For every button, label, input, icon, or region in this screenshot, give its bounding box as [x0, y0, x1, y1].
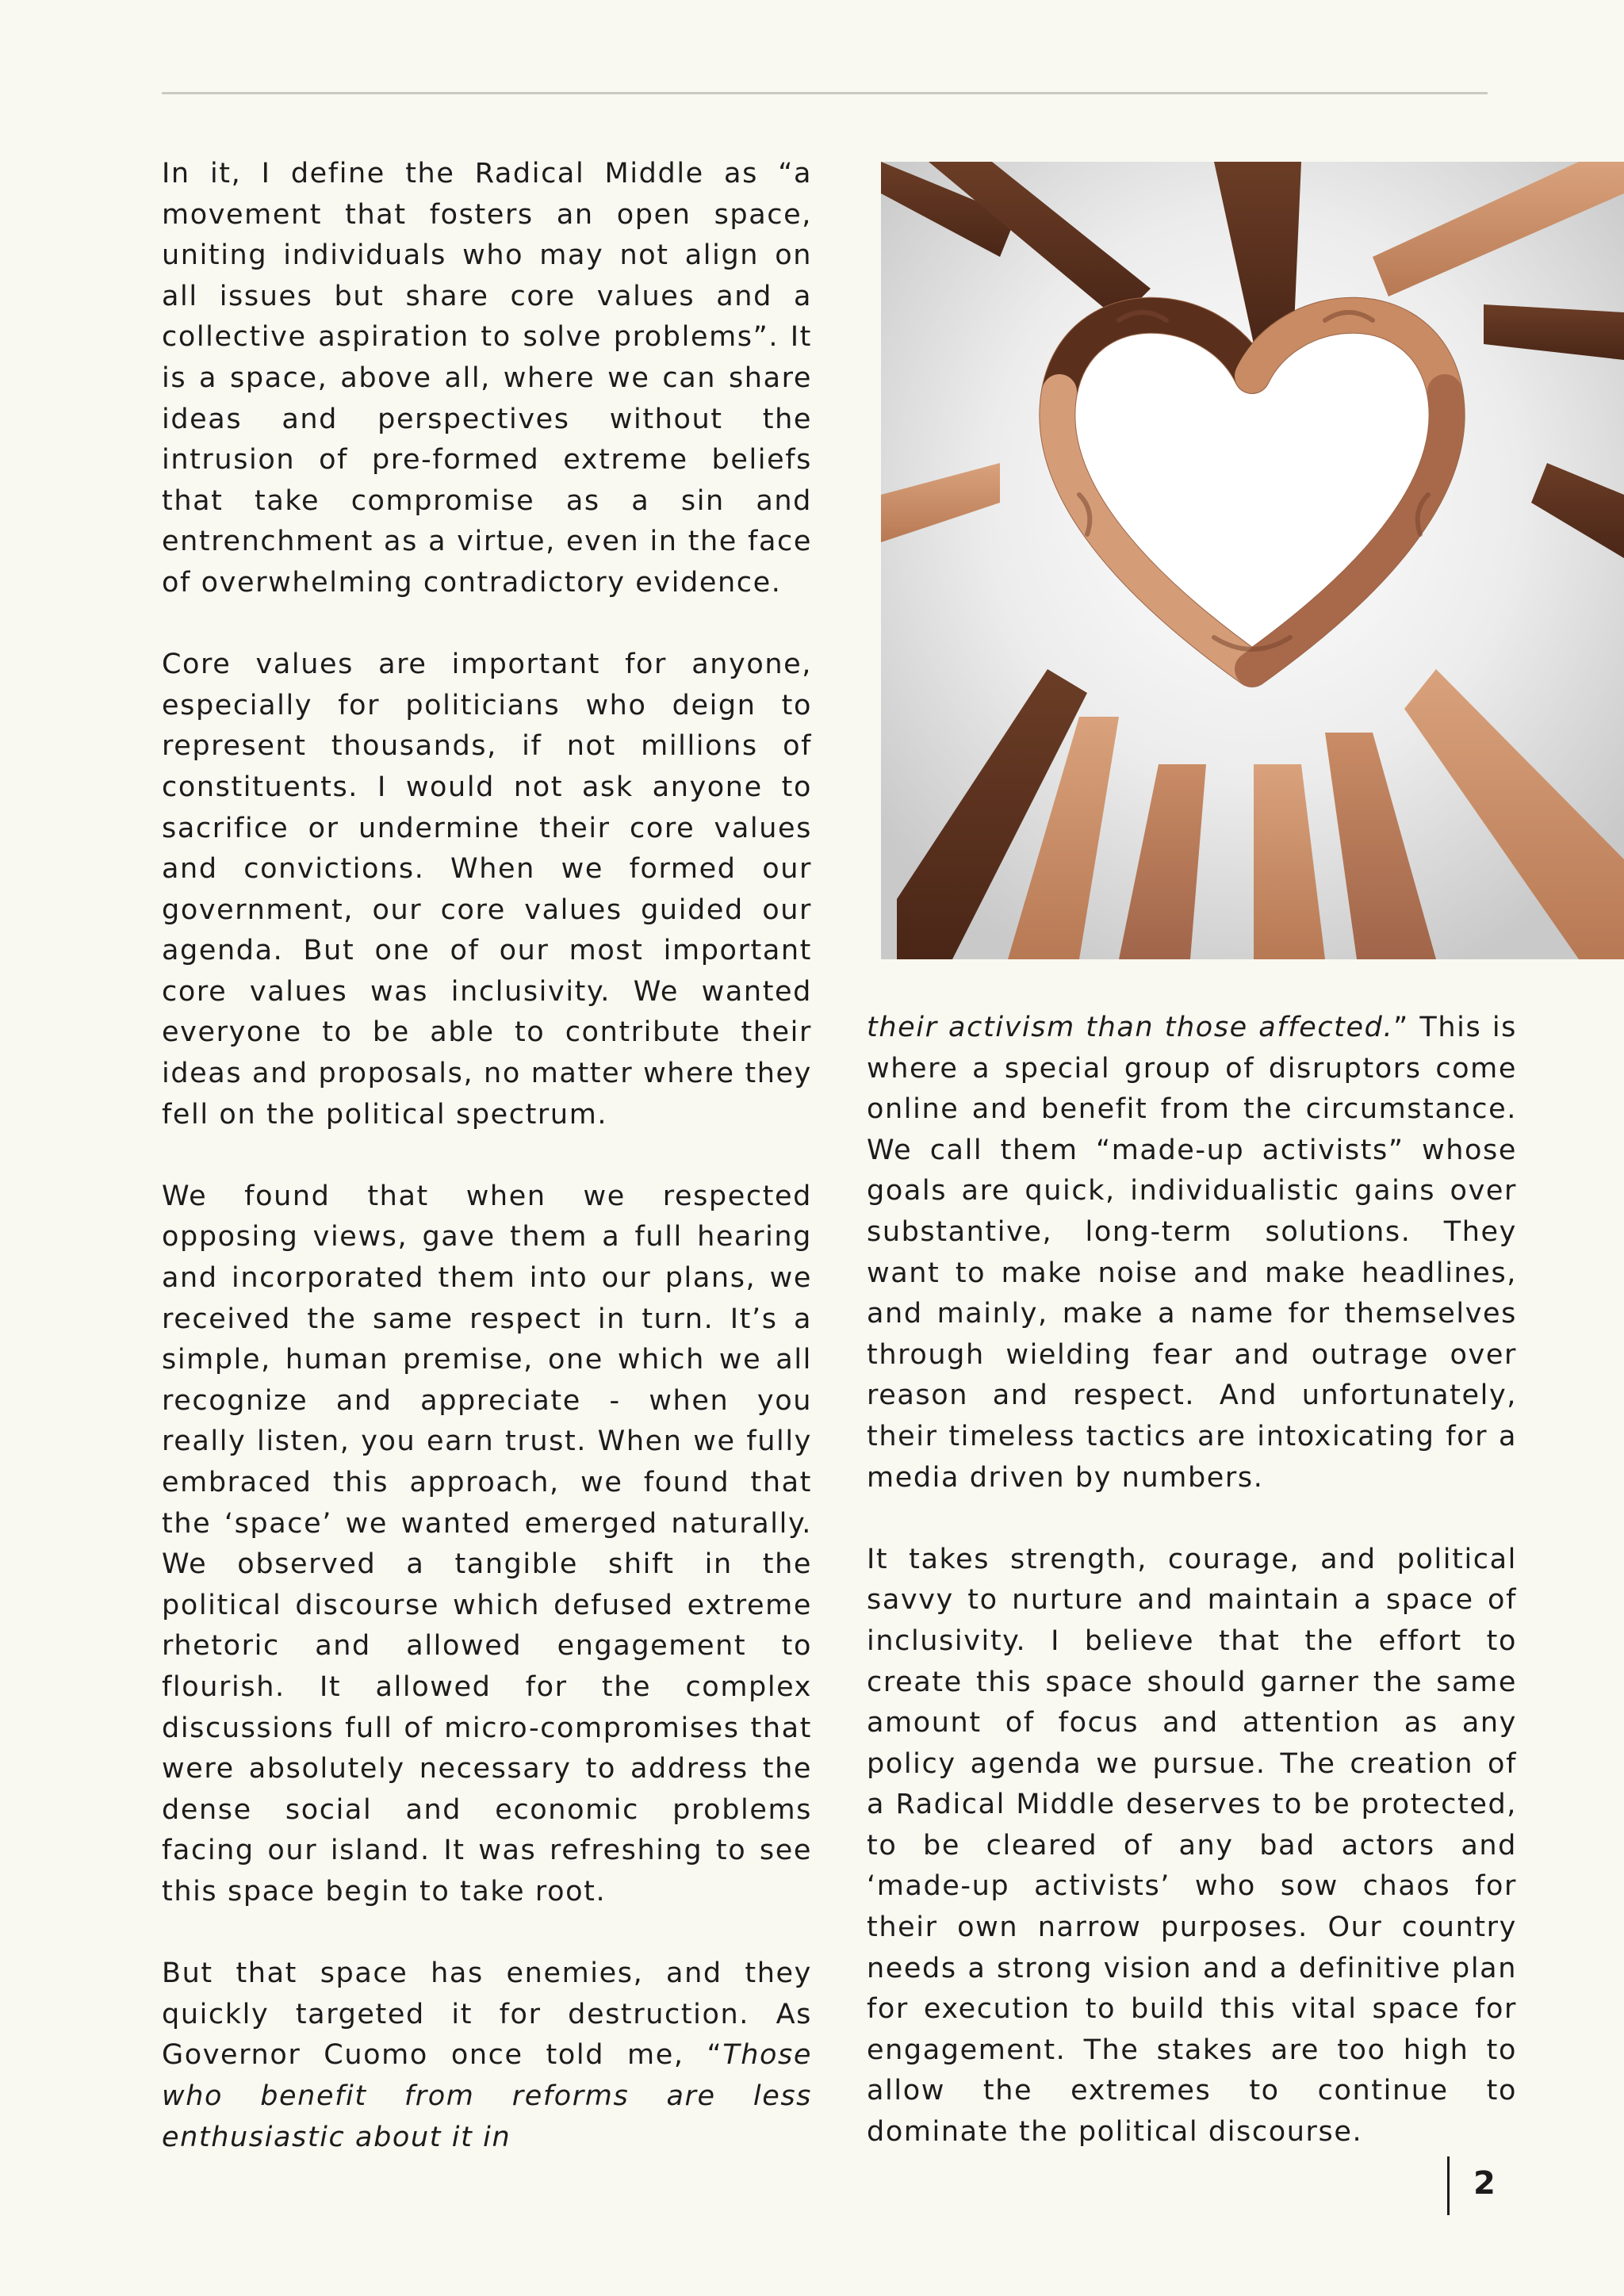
hands-heart-photo — [881, 162, 1624, 959]
paragraph: In it, I define the Radical Middle as “a movement that fosters an open space, uniting individuals who may not align on all issues but share core values and a collective aspiration to solve problems”. It is a space, above all, where we can share ideas and perspectives without the intrusion of pre-formed extreme beliefs that take compromise as a sin and entrenchment as a virtue, even in the face of overwhelming contradictory evidence. — [162, 158, 812, 599]
paragraph: We found that when we respected opposing views, gave them a full hearing and incorporated them into our plans, we received the same respect in turn. It’s a simple, human premise, one which we all recognize and appreciate - when you really listen, you earn trust. When we fully embraced this approach, we found that the ‘space’ we wanted emerged naturally. We observed a tangible shift in the political discourse which defused extreme rhetoric and allowed engagement to flourish. It allowed for the complex discussions full of micro-compromises that were absolutely necessary to address the dense social and economic problems facing our island. It was refreshing to see this space begin to take root. — [162, 1180, 812, 1908]
paragraph: Core values are important for anyone, especially for politicians who deign to represent thousands, if not millions of constituents. I would not ask anyone to sacrifice or undermine their core values and convictions. When we formed our government, our core values guided our agenda. But one of our most important core values was inclusivity. We wanted everyone to be able to contribute their ideas and proposals, no matter where they fell on the political spectrum. — [162, 649, 812, 1131]
page-number: 2 — [1473, 2165, 1496, 2202]
hands-forming-heart-photo-icon — [881, 162, 1624, 959]
page-number-divider — [1447, 2156, 1450, 2215]
left-column — [162, 154, 812, 2158]
paragraph — [162, 1954, 812, 2158]
right-column — [867, 1008, 1517, 2153]
paragraph — [867, 1008, 1517, 1498]
paragraph: It takes strength, courage, and political savvy to nurture and maintain a space of inclusivity. I believe that the effort to create this space should garner the same amount of focus and attention as any policy agenda we pursue. The creation of a Radical Middle deserves to be protected, to be cleared of any bad actors and ‘made-up activists’ who sow chaos for their own narrow purposes. Our country needs a strong vision and a definitive plan for execution to build this vital space for engagement. The stakes are too high to allow the extremes to continue to dominate the political discourse. — [867, 1543, 1517, 2149]
header-rule — [162, 92, 1488, 94]
quote-text: Those who benefit from reforms are less enthusiastic about it in — [162, 2039, 812, 2153]
quote-text: their activism than those affected. — [867, 1012, 1394, 1043]
paragraph-text: ” This is where a special group of disruptors come online and benefit from the circumstance. We call them “made-up activists” whose goals are quick, individualistic gains over substantive, long-term solutions. They want to make noise and make headlines, and mainly, make a name for themselves through wielding fear and outrage over reason and respect. And unfortunately, their timeless tactics are intoxicating for a media driven by numbers. — [867, 1012, 1517, 1494]
paragraph-text: But that space has enemies, and they quickly targeted it for destruction. As Governor Cuomo once told me, “ — [162, 1957, 812, 2072]
